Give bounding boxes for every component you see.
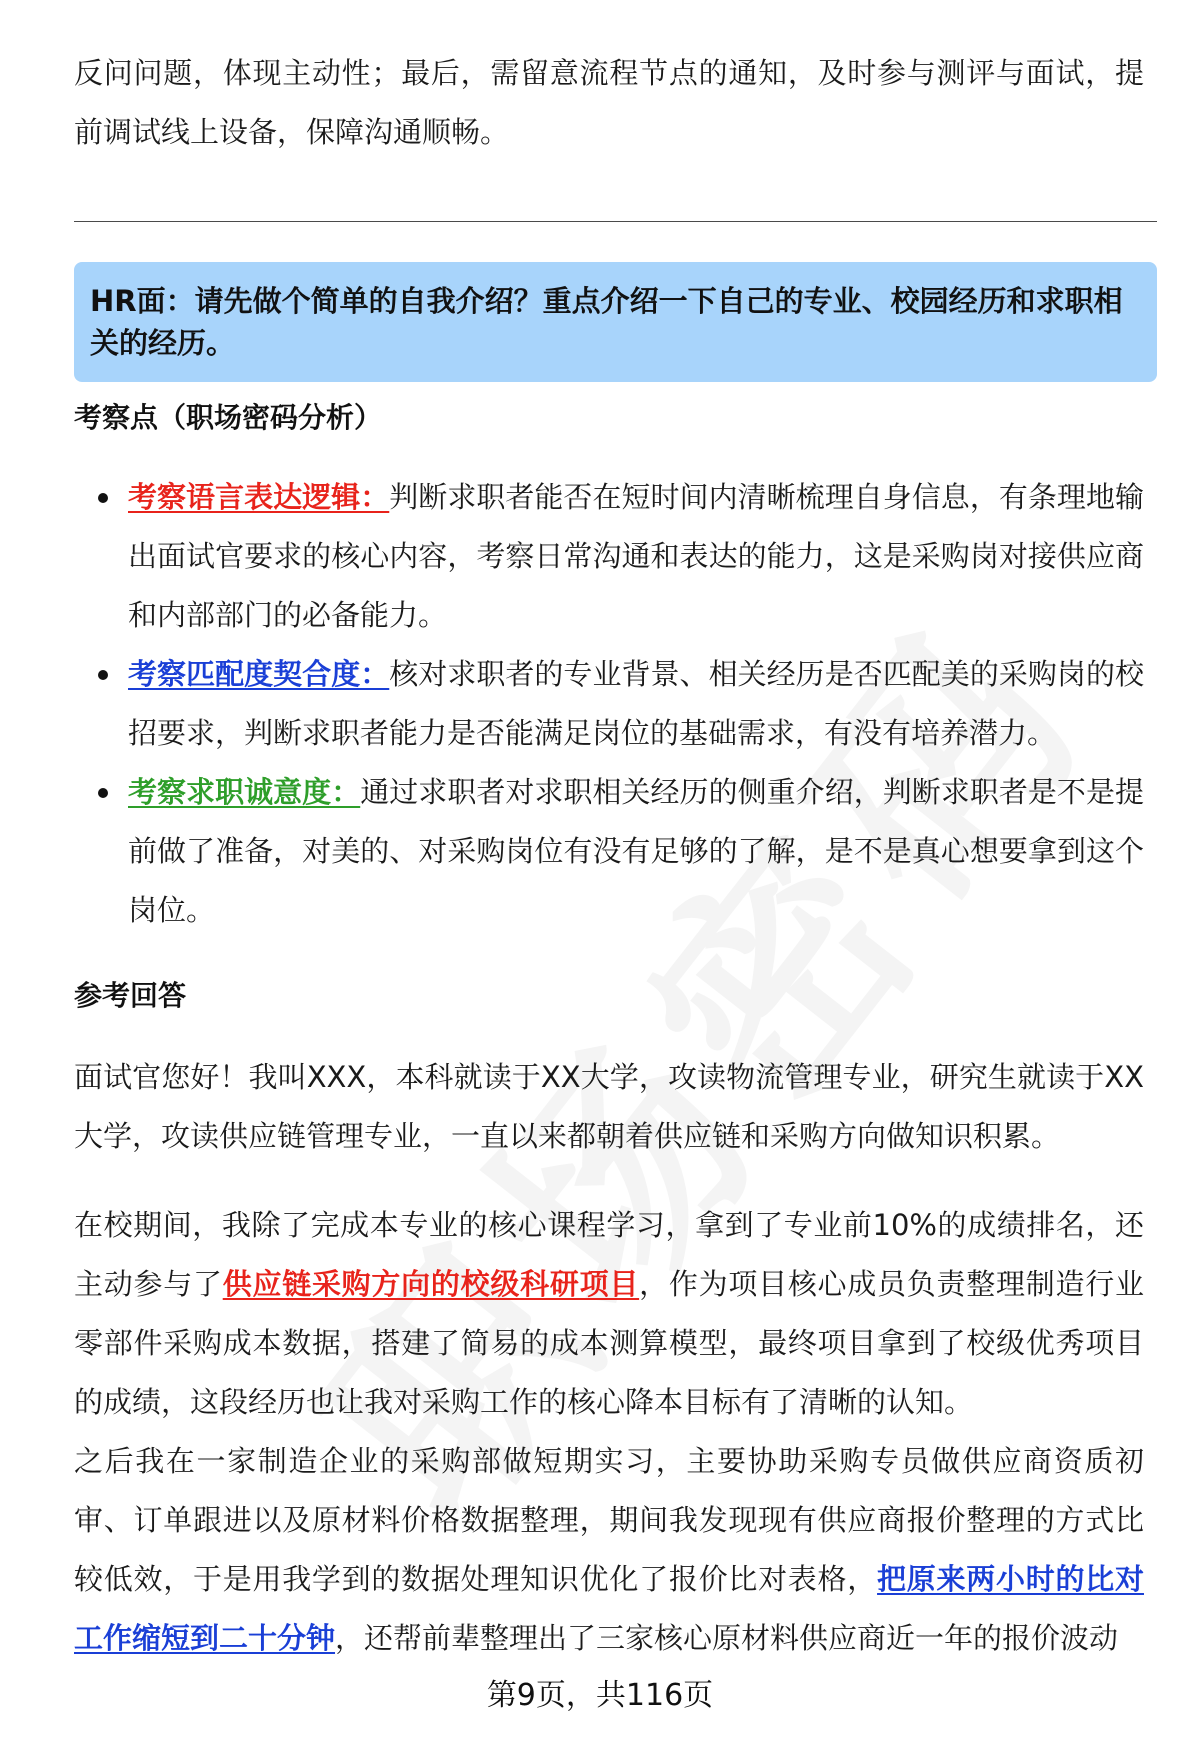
points-list [74, 468, 1144, 940]
points-heading: 考察点（职场密码分析） [74, 401, 383, 434]
divider [74, 221, 1157, 222]
point-text: 核对求职者的专业背景、相关经历是否匹配美的采购岗的校招要求，判断求职者能力是否能满足岗位的基础需求，有没有培养潜力。 [128, 657, 1144, 750]
paragraph-text: 之后我在一家制造企业的采购部做短期实习，主要协助采购专员做供应商资质初审、订单跟进以及原材料价格数据整理，期间我发现现有供应商报价整理的方式比较低效，于是用我学到的数据处理知识优化了报价比对表格， [74, 1444, 1144, 1596]
point-tag: 考察匹配度契合度： [128, 657, 390, 691]
bullet-icon [98, 670, 108, 680]
page-number: 第9页，共116页 [486, 1678, 714, 1713]
question-box [74, 262, 1157, 382]
answer-heading: 参考回答 [74, 979, 187, 1012]
answer-paragraph-1: 面试官您好！我叫XXX，本科就读于XX大学，攻读物流管理专业，研究生就读于XX大学，攻读供应链管理专业，一直以来都朝着供应链和采购方向做知识积累。 [74, 1060, 1144, 1153]
list-item [74, 468, 1144, 645]
highlight-text: 供应链采购方向的校级科研项目 [222, 1267, 640, 1301]
list-item [74, 645, 1144, 763]
point-text: 判断求职者能否在短时间内清晰梳理自身信息，有条理地输出面试官要求的核心内容，考察日常沟通和表达的能力，这是采购岗对接供应商和内部部门的必备能力。 [128, 480, 1144, 632]
top-paragraph: 反问问题，体现主动性；最后，需留意流程节点的通知，及时参与测评与面试，提前调试线上设备，保障沟通顺畅。 [74, 56, 1144, 149]
point-text: 通过求职者对求职相关经历的侧重介绍，判断求职者是不是提前做了准备，对美的、对采购岗位有没有足够的了解，是不是真心想要拿到这个岗位。 [128, 775, 1144, 927]
paragraph-text: ，还帮前辈整理出了三家核心原材料供应商近一年的报价波动 [335, 1621, 1119, 1655]
point-tag: 考察求职诚意度： [128, 775, 361, 809]
paragraph-text: ，作为项目核心成员负责整理制造行业零部件采购成本数据，搭建了简易的成本测算模型，最终项目拿到了校级优秀项目的成绩，这段经历也让我对采购工作的核心降本目标有了清晰的认知。 [74, 1267, 1144, 1419]
paragraph-text: 在校期间，我除了完成本专业的核心课程学习，拿到了专业前10%的成绩排名，还主动参与了 [74, 1208, 1144, 1301]
bullet-icon [98, 493, 108, 503]
list-item [74, 763, 1144, 940]
highlight-text: 把原来两小时的比对工作缩短到二十分钟 [74, 1562, 1144, 1655]
point-tag: 考察语言表达逻辑： [128, 480, 390, 514]
answer-paragraph-2 [74, 1196, 1144, 1432]
answer-paragraph-3 [74, 1432, 1144, 1668]
question-text: HR面：请先做个简单的自我介绍？重点介绍一下自己的专业、校园经历和求职相关的经历。 [90, 284, 1123, 360]
bullet-icon [98, 788, 108, 798]
